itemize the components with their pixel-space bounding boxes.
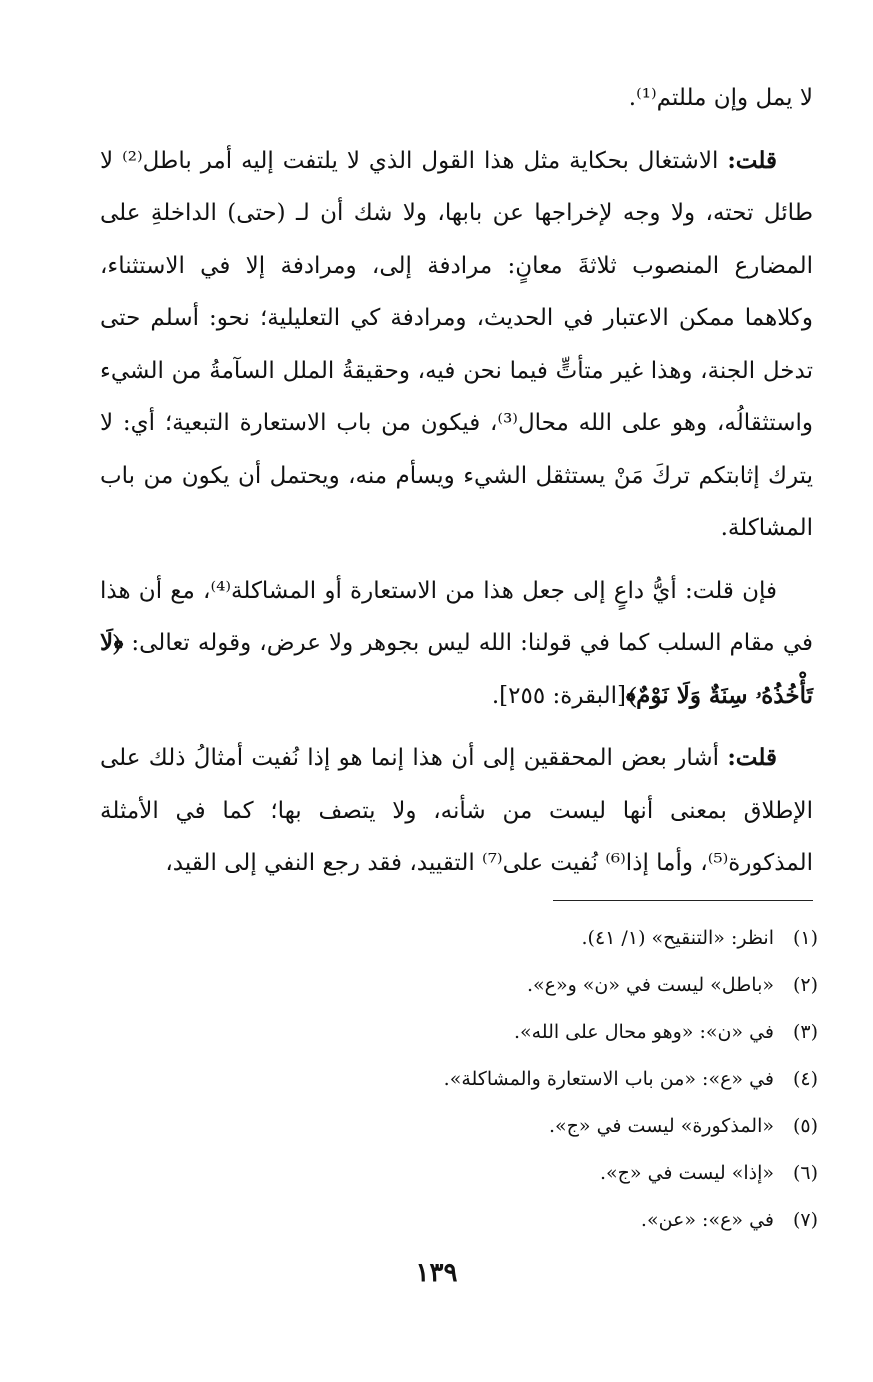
- footnote-number: (٤): [792, 1068, 818, 1090]
- footnote-text: «المذكورة» ليست في «ج».: [549, 1115, 774, 1137]
- page-number: ١٣٩: [415, 1258, 458, 1288]
- footnote-text: في «ن»: «وهو محال على الله».: [513, 1021, 774, 1043]
- paragraph-3: [100, 565, 813, 723]
- footnote-item: [100, 1197, 818, 1244]
- footnote-item: [100, 1056, 818, 1103]
- footnote-item: [100, 1150, 818, 1197]
- quran-reference: [البقرة: ٢٥٥].: [491, 682, 626, 709]
- footnote-item: [100, 962, 818, 1009]
- paragraph-4: [100, 732, 813, 890]
- paragraph-1: [100, 72, 813, 125]
- footnote-item: [100, 1103, 818, 1150]
- paragraph-2: [100, 135, 813, 555]
- footnote-number: (٢): [792, 974, 818, 996]
- footnote-number: (٦): [792, 1162, 818, 1184]
- footnote-divider: [553, 900, 813, 901]
- footnote-number: (٥): [792, 1115, 818, 1137]
- footnote-item: [100, 1009, 818, 1056]
- footnote-number: (١): [792, 927, 818, 949]
- paragraph-2-text: الاشتغال بحكاية مثل هذا القول الذي لا يلتفت إليه أمر باطل⁽²⁾ لا طائل تحته، ولا وجه لإخراجها عن بابها، ولا شك أن لـ (حتى) الداخلةِ على المضارع المنصوب ثلاثةَ معانٍ: مرادفة إلى، ومرادفة إلا في الاستثناء، وكلاهما ممكن الاعتبار في الحديث، ومرادفة كي التعليلية؛ نحو: أسلم حتى تدخل الجنة، وهذا غير متأتٍّ فيما نحن فيه، وحقيقةُ الملل السآمةُ من الشيء واستثقالُه، وهو على الله محال⁽³⁾، فيكون من باب الاستعارة التبعية؛ أي: لا يترك إثابتكم تركَ مَنْ يستثقل الشيء ويسأم منه، ويحتمل أن يكون من باب المشاكلة.: [100, 147, 813, 541]
- footnote-text: في «ع»: «عن».: [640, 1209, 774, 1231]
- footnotes: [100, 915, 818, 1244]
- paragraph-1-text: لا يمل وإن مللتم⁽¹⁾.: [628, 85, 813, 111]
- paragraph-4-text: أشار بعض المحققين إلى أن هذا إنما هو إذا نُفيت أمثالُ ذلك على الإطلاق بمعنى أنها ليست من شأنه، ولا يتصف بها؛ كما في الأمثلة المذكورة⁽⁵⁾، وأما إذا⁽⁶⁾ نُفيت على⁽⁷⁾ التقييد، فقد رجع النفي إلى القيد،: [100, 745, 813, 876]
- footnote-text: انظر: «التنقيح» (١/ ٤١).: [581, 927, 774, 949]
- quran-verse: ﴿لَا تَأْخُذُهُۥ سِنَةٌ وَلَا نَوْمٌ﴾: [100, 629, 813, 709]
- footnote-number: (٧): [792, 1209, 818, 1231]
- paragraph-4-lead: قلت:: [727, 744, 777, 771]
- paragraph-3-text: فإن قلت: أيُّ داعٍ إلى جعل هذا من الاستعارة أو المشاكلة⁽⁴⁾، مع أن هذا في مقام السلب كما في قولنا: الله ليس بجوهر ولا عرض، وقوله تعالى:: [100, 577, 813, 656]
- paragraph-2-lead: قلت:: [727, 146, 777, 174]
- footnote-number: (٣): [792, 1021, 818, 1043]
- footnote-item: [100, 915, 818, 962]
- footnote-text: في «ع»: «من باب الاستعارة والمشاكلة».: [443, 1068, 774, 1090]
- footnote-text: «باطل» ليست في «ن» و«ع».: [526, 974, 774, 996]
- footnote-text: «إذا» ليست في «ج».: [600, 1162, 774, 1184]
- main-text: [100, 72, 813, 900]
